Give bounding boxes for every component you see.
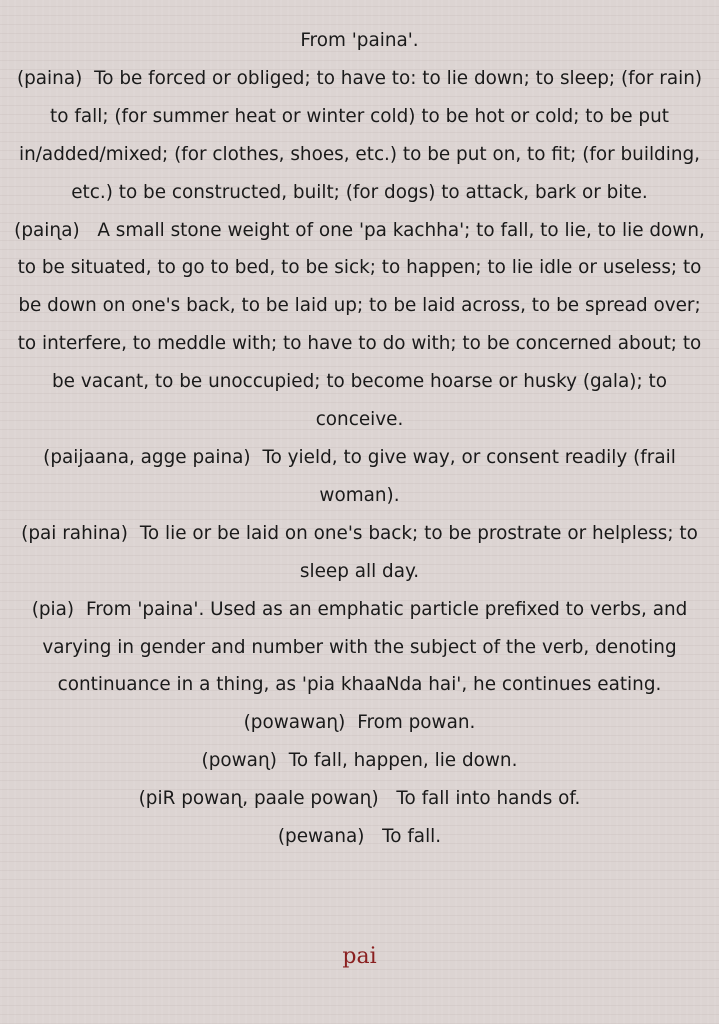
entry-definition: To be forced or obliged; to have to: to lie down; to sleep; (for rain) to fall; (for summer heat or winter cold) to be hot or cold; to be put in/added/mixed; (for clothes, shoes, etc.) to be put on, to fit; (for building, etc.) to be constructed, built; (for dogs) to attack, bark or bite. xyxy=(18,67,703,203)
entry-paina-retroflex xyxy=(14,212,705,439)
headword-title: pai xyxy=(342,944,377,969)
entry-term: (paijaana, agge paina) xyxy=(43,446,251,468)
entry-definition: A small stone weight of one 'pa kachha'; to fall, to lie, to lie down, to be situated, to go to bed, to be sick; to happen; to lie idle or useless; to be down on one's back, to be laid up; to be laid across, to be spread over; to interfere, to meddle with; to have to do with; to be concerned about; to be vacant, to be unoccupied; to become hoarse or husky (gala); to conceive. xyxy=(17,219,705,431)
entry-term: (powawaɳ) xyxy=(243,712,346,734)
entry-definition: To yield, to give way, or consent readily (frail woman). xyxy=(262,446,676,506)
entry-definition: To fall. xyxy=(382,826,442,848)
entry-term: (powaɳ) xyxy=(201,750,277,772)
intro-line: From 'paina'. xyxy=(300,30,419,51)
entry-pai-rahina xyxy=(14,515,705,591)
entry-term: (paina) xyxy=(16,67,83,89)
entry-definition: From powan. xyxy=(357,712,476,734)
entry-definition: From 'paina'. Used as an emphatic particle prefixed to verbs, and varying in gender and number with the subject of the verb, denoting continuance in a thing, as 'pia khaaNda hai', he continues eating. xyxy=(42,598,688,696)
entry-term: (pewana) xyxy=(277,826,365,848)
entry-term: (paiɳa) xyxy=(14,219,80,241)
entry-powawan xyxy=(14,704,705,742)
entry-definition: To fall into hands of. xyxy=(396,788,581,810)
entry-term: (piR powaɳ, paale powaɳ) xyxy=(138,788,379,810)
entry-pewana xyxy=(14,818,705,856)
entry-pia xyxy=(14,591,705,705)
entry-definition: To fall, happen, lie down. xyxy=(288,750,518,772)
entry-term: (pai rahina) xyxy=(21,522,128,544)
entry-term: (pia) xyxy=(31,598,75,620)
entry-paina xyxy=(14,60,705,212)
dictionary-entry-body xyxy=(14,22,705,856)
entry-definition: To lie or be laid on one's back; to be prostrate or helpless; to sleep all day. xyxy=(139,522,698,582)
entry-paijaana xyxy=(14,439,705,515)
entry-pir-powan xyxy=(14,780,705,818)
entry-powan xyxy=(14,742,705,780)
